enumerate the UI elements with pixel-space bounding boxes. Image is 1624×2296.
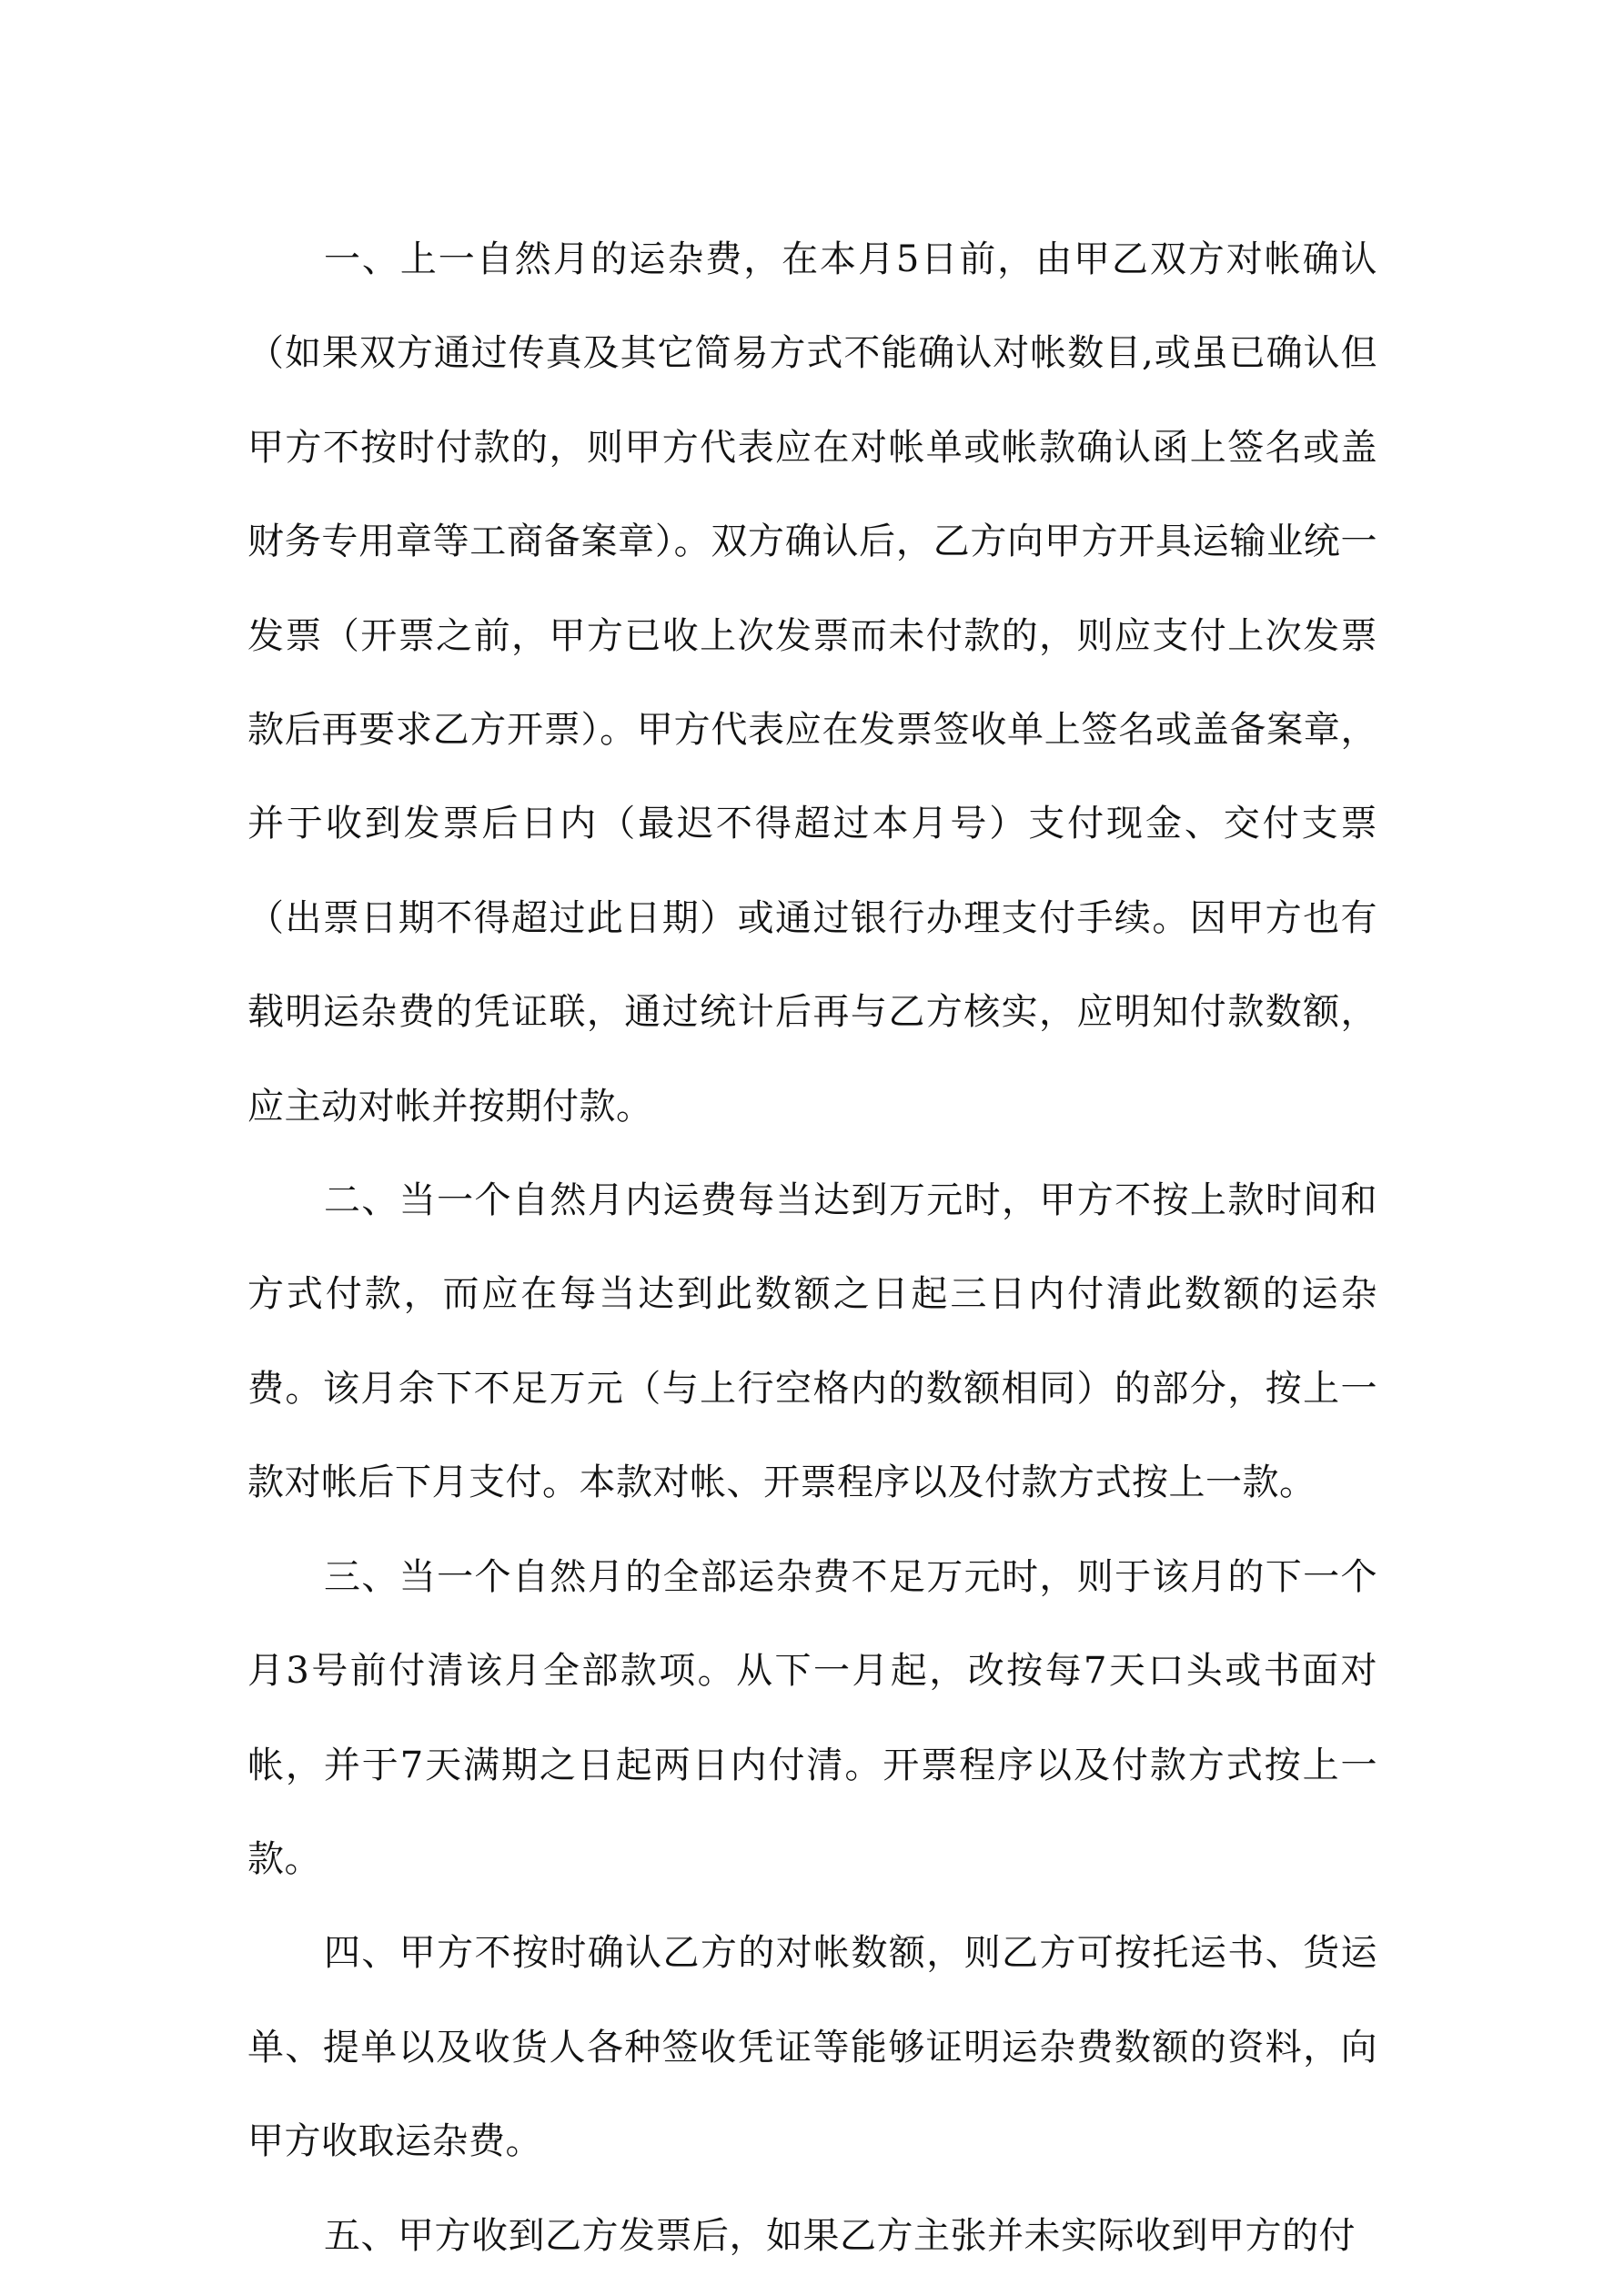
clause-1: 一、上一自然月的运杂费，在本月5日前，由甲乙双方对帐确认（如果双方通过传真及其它简易方式不能确认对帐数目,或虽已确认但甲方不按时付款的，则甲方代表应在对帐单或帐款确认函上签名或盖财务专用章等工商备案章）。双方确认后，乙方向甲方开具运输业统一发票（开票之前，甲方已收上次发票而未付款的，则应支付上次发票款后再要求乙方开票）。甲方代表应在发票签收单上签名或盖备案章，并于收到发票后日内（最迟不得超过本月号）支付现金、交付支票（出票日期不得超过此日期）或通过银行办理支付手续。因甲方也有载明运杂费的凭证联，通过统计后再与乙方核实，应明知付款数额，应主动对帐并按期付款。: [247, 238, 1377, 1128]
clause-5: 五、甲方收到乙方发票后，如果乙方主张并未实际收到甲方的付: [324, 2214, 1356, 2257]
document-body: [247, 213, 1377, 2283]
clause-2: 二、当一个自然月内运费每当达到万元时，甲方不按上款时间和方式付款，而应在每当达到此数额之日起三日内付清此数额的运杂费。该月余下不足万元（与上行空格内的数额相同）的部分，按上一款对帐后下月支付。本款对帐、开票程序以及付款方式按上一款。: [247, 1179, 1377, 1504]
clause-4: 四、甲方不按时确认乙方的对帐数额，则乙方可按托运书、货运单、提单以及收货人各种签收凭证等能够证明运杂费数额的资料，向甲方收取运杂费。: [247, 1932, 1377, 2163]
clause-3: 三、当一个自然月的全部运杂费不足万元时，则于该月的下一个月3号前付清该月全部款项。从下一月起，改按每7天口头或书面对帐，并于7天满期之日起两日内付清。开票程序以及付款方式按上一款。: [247, 1555, 1377, 1880]
